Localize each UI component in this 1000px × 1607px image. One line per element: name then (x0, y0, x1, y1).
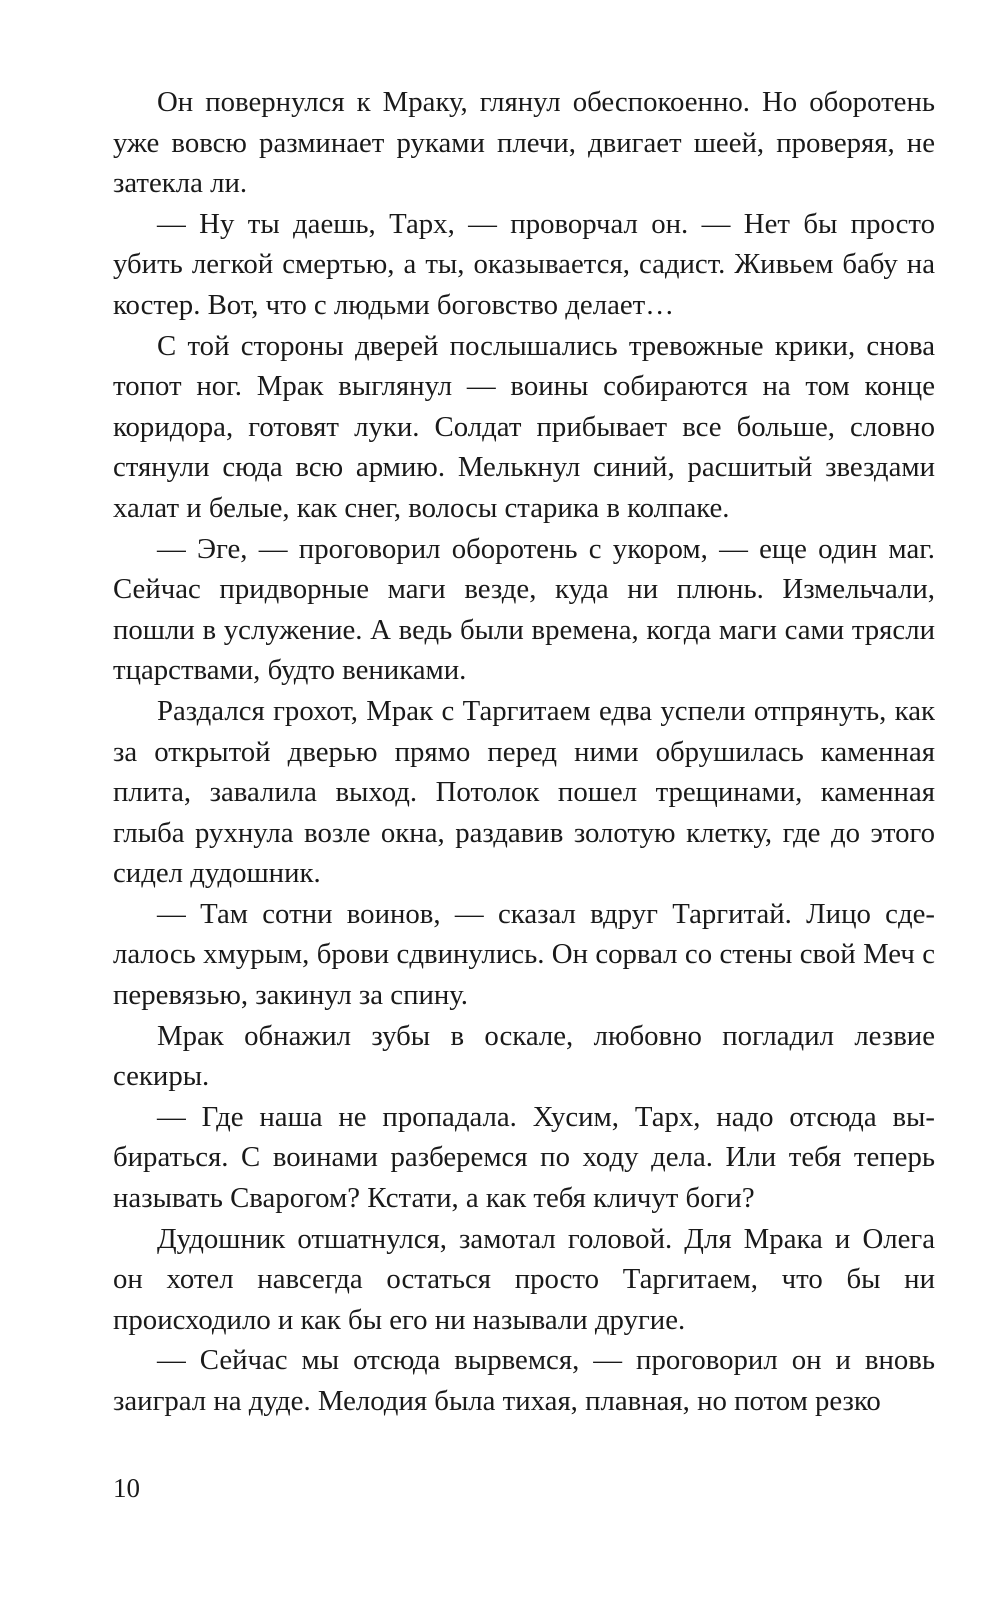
paragraph-1: Он повернулся к Мраку, глянул обеспокоенно. Но оборотень уже вовсю разминает руками плечи, двигает шеей, проверяя, не затекла ли. (113, 86, 935, 200)
paragraph-6: — Там сотни воинов, — сказал вдруг Таргитай. Лицо сделалось хмурым, брови сдвинулись. Он сорвал со стены свой Меч с перевязью, закинул за спину. (113, 897, 935, 1012)
paragraph-9: Дудошник отшатнулся, замотал головой. Для Мрака и Олега он хотел навсегда остаться просто Таргитаем, что бы ни происходило и как бы его ни называли другие. (113, 1222, 935, 1336)
body-text (113, 82, 935, 1422)
paragraph-5: Раздался грохот, Мрак с Таргитаем едва успели отпрянуть, как за открытой дверью прямо перед ними обрушилась каменная плита, завалила выход. Потолок пошел трещинами, каменная глыба рухнула возле окна, раздавив золотую клетку, где до этого сидел дудошник. (113, 694, 935, 890)
page-number: 10 (113, 1473, 140, 1503)
paragraph-4: — Эге, — проговорил оборотень с укором, — еще один маг. Сейчас придворные маги везде, куда ни плюнь. Измельчали, пошли в услужение. А ведь были времена, когда маги сами трясли тцарствами, будто вениками. (113, 532, 935, 687)
paragraph-8: — Где наша не пропадала. Хусим, Тарх, надо отсюда выбираться. С воинами разберемся по ходу дела. Или тебя теперь называть Сварогом? Кстати, а как тебя кличут боги? (113, 1100, 935, 1215)
paragraph-2: — Ну ты даешь, Тарх, — проворчал он. — Нет бы просто убить легкой смертью, а ты, оказывается, садист. Живьем бабу на костер. Вот, что с людьми боговство делает… (113, 207, 935, 321)
paragraph-7: Мрак обнажил зубы в оскале, любовно погладил лезвие секиры. (113, 1019, 935, 1093)
paragraph-10: — Сейчас мы отсюда вырвемся, — проговорил он и вновь заиграл на дуде. Мелодия была тихая, плавная, но потом резко (113, 1344, 935, 1417)
paragraph-3: С той стороны дверей послышались тревожные крики, снова топот ног. Мрак выглянул — воины собираются на том конце коридора, готовят луки. Солдат прибывает все больше, словно стянули сюда всю армию. Мелькнул синий, расшитый звездами халат и белые, как снег, волосы старика в колпаке. (113, 329, 935, 524)
